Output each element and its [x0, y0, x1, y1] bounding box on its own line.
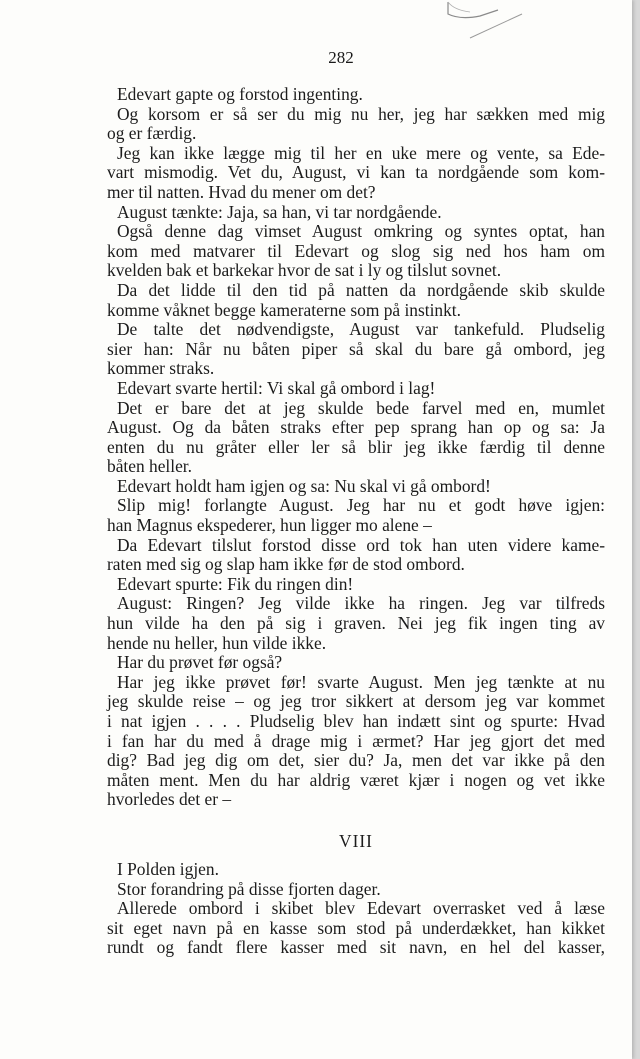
text-line: Jeg kan ikke lægge mig til her en uke mere og vente, sa Ede-: [117, 142, 605, 163]
text-line: i fan har du med å drage mig i ærmet? Har jeg gjort det med: [107, 730, 605, 751]
text-line: enten du nu gråter eller ler så blir jeg ikke færdig til denne: [107, 436, 605, 457]
text-line: vart mismodig. Vet du, August, vi kan ta nordgående som kom-: [107, 162, 605, 183]
text-line: Stor forandring på disse fjorten dager.: [117, 878, 381, 899]
text-line: Har jeg ikke prøvet før! svarte August. Men jeg tænkte at nu: [117, 671, 605, 692]
chapter-paragraphs: [107, 860, 605, 958]
text-line: Det er bare det at jeg skulde bede farvel med en, mumlet: [117, 397, 605, 418]
text-line: Edevart gapte og forstod ingenting.: [117, 84, 363, 104]
text-line: mer til natten. Hvad du mener om det?: [107, 181, 376, 202]
text-line: kvelden bak et barkekar hvor de sat i ly og tilslut sovnet.: [107, 260, 502, 281]
text-line: han Magnus ekspederer, hun ligger mo alene –: [107, 515, 432, 536]
text-line: Også denne dag vimset August omkring og syntes optat, han: [117, 221, 605, 242]
text-line: sier han: Når nu båten piper så skal du bare gå ombord, jeg: [107, 338, 605, 359]
text-line: De talte det nødvendigste, August var tankefuld. Pludselig: [117, 319, 605, 340]
text-line: og er færdig.: [107, 123, 197, 144]
text-line: rundt og fandt flere kasser med sit navn, en hel del kasser,: [107, 937, 605, 958]
text-line: kommer straks.: [107, 358, 215, 379]
text-line: dig? Bad jeg dig om det, sier du? Ja, men det var ikke på den: [107, 750, 605, 771]
page-corner-mark: [440, 0, 530, 44]
text-line: i nat igjen . . . . Pludselig blev han indætt sint og spurte: Hvad: [107, 711, 605, 731]
text-line: hun vilde ha den på sig i graven. Nei jeg fik ingen ting av: [107, 613, 605, 634]
text-line: Da Edevart tilslut forstod disse ord tok han uten videre kame-: [117, 534, 605, 555]
chapter-heading: VIII: [339, 830, 373, 851]
text-line: Slip mig! forlangte August. Jeg har nu et godt høve igjen:: [117, 495, 605, 516]
page-number: 282: [328, 48, 354, 67]
text-line: I Polden igjen.: [117, 858, 219, 879]
text-line: kom med matvarer til Edevart og slog sig ned hos ham om: [107, 240, 605, 261]
text-line: jeg skulde reise – og jeg tror sikkert at dersom jeg var kommet: [107, 691, 605, 712]
text-line: August tænkte: Jaja, sa han, vi tar nordgående.: [117, 201, 442, 222]
text-line: sit eget navn på en kasse som stod på underdækket, han kikket: [107, 917, 605, 938]
text-line: båten heller.: [107, 456, 192, 477]
text-line: måten ment. Men du har aldrig været kjær i nogen og vet ikke: [107, 769, 605, 790]
text-line: Og korsom er så ser du mig nu her, jeg har sækken med mig: [117, 103, 605, 124]
text-line: Har du prøvet før også?: [117, 652, 283, 673]
text-line: komme våknet begge kameraterne som på instinkt.: [107, 299, 461, 320]
page-body-text: [107, 85, 605, 958]
text-line: Edevart holdt ham igjen og sa: Nu skal vi gå ombord!: [117, 475, 491, 496]
text-line: Allerede ombord i skibet blev Edevart overrasket ved å læse: [117, 898, 605, 919]
text-line: hende nu heller, hun vilde ikke.: [107, 632, 327, 653]
text-line: Da det lidde til den tid på natten da nordgående skib skulde: [117, 279, 605, 300]
text-line: raten med sig og slap ham ikke før de stod ombord.: [107, 554, 465, 575]
text-line: August. Og da båten straks efter pep sprang han op og sa: Ja: [107, 417, 605, 438]
text-line: hvorledes det er –: [107, 789, 232, 810]
body-paragraphs: [107, 85, 605, 810]
text-line: Edevart spurte: Fik du ringen din!: [117, 573, 354, 594]
text-line: Edevart svarte hertil: Vi skal gå ombord i lag!: [117, 377, 436, 398]
text-line: August: Ringen? Jeg vilde ikke ha ringen. Jeg var tilfreds: [117, 593, 605, 614]
